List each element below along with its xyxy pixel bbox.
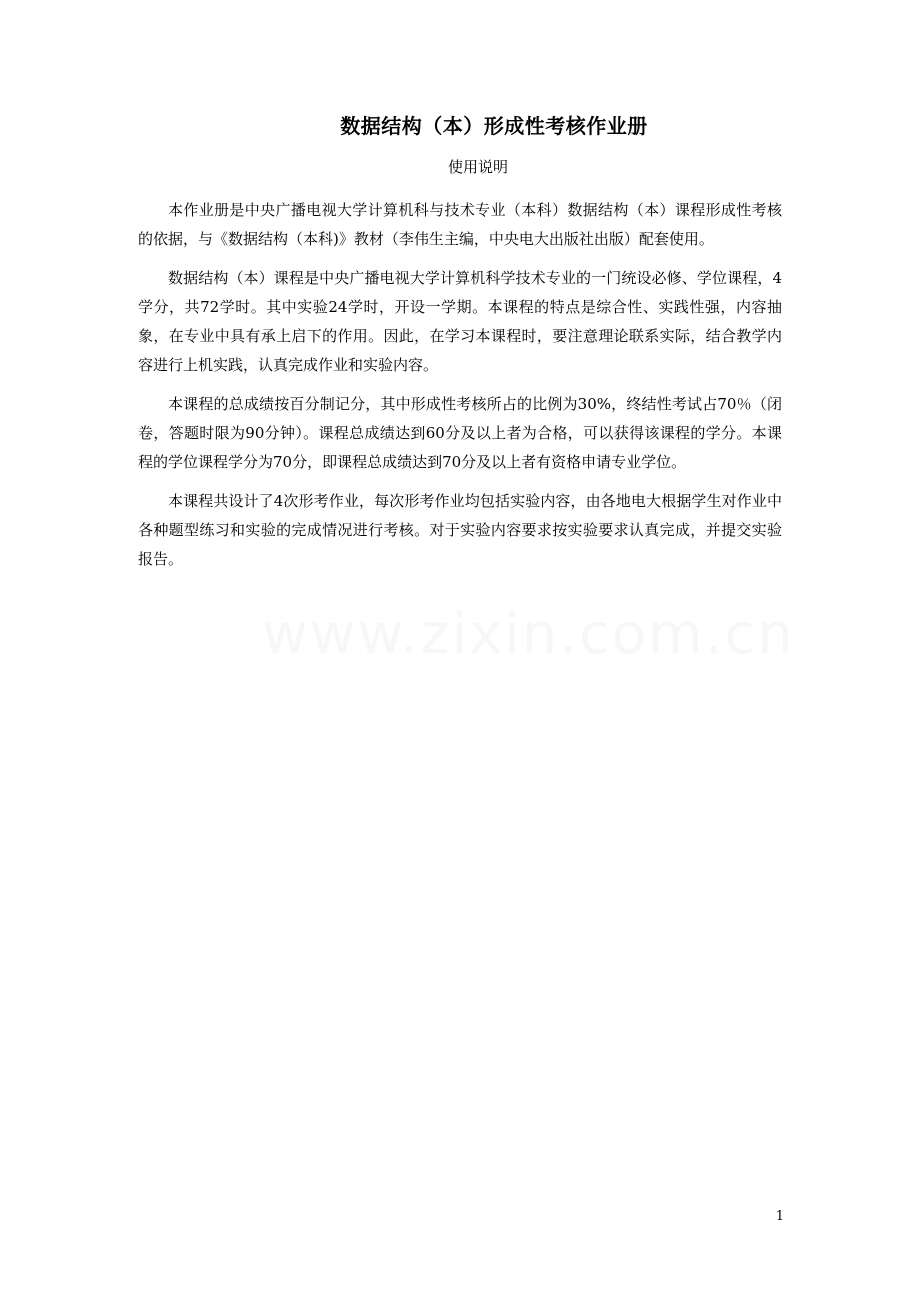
paragraph-assignments: 本课程共设计了4次形考作业，每次形考作业均包括实验内容，由各地电大根据学生对作业中各种题型练习和实验的完成情况进行考核。对于实验内容要求按实验要求认真完成，并提交实验报告。: [138, 491, 782, 569]
document-subtitle: 使用说明: [447, 158, 508, 176]
page-number: 1: [775, 1209, 784, 1224]
paragraph-intro: 本作业册是中央广播电视大学计算机科与技术专业（本科）数据结构（本）课程形成性考核的依据，与《数据结构（本科)》教材（李伟生主编，中央电大出版社出版）配套使用。: [138, 201, 782, 249]
paragraph-course-description: 数据结构（本）课程是中央广播电视大学计算机科学技术专业的一门统设必修、学位课程，4学分，共72学时。其中实验24学时，开设一学期。本课程的特点是综合性、实践性强，内容抽象，在专业中具有承上启下的作用。因此，在学习本课程时，要注意理论联系实际，结合教学内容进行上机实践，认真完成作业和实验内容。: [138, 268, 782, 375]
document-title: 数据结构（本）形成性考核作业册: [340, 114, 648, 138]
paragraph-grading: 本课程的总成绩按百分制记分，其中形成性考核所占的比例为30%，终结性考试占70％（闭卷，答题时限为90分钟）。课程总成绩达到60分及以上者为合格，可以获得该课程的学分。本课程的学位课程学分为70分，即课程总成绩达到70分及以上者有资格申请专业学位。: [138, 394, 782, 472]
watermark: www.zixin.com.cn: [262, 602, 795, 667]
document-body: [138, 196, 782, 584]
